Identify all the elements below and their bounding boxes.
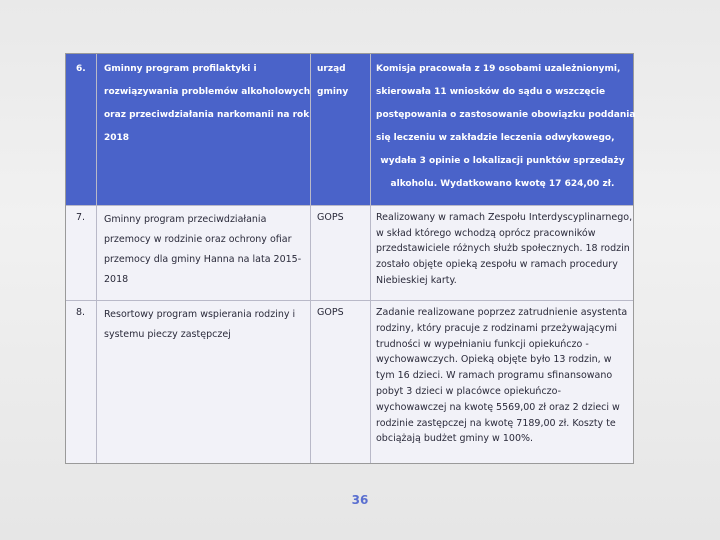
description-line: skierowała 11 wniosków do sądu o wszczęcie [376,87,606,97]
institution-line: urząd [317,64,346,74]
program-line: rozwiązywania problemów alkoholowych [104,87,311,97]
row-number-text: 8. [76,307,86,318]
row-number [66,206,97,301]
program-line: przemocy w rodzinie oraz ochrony ofiar [104,234,292,245]
program-name-cell [97,54,311,206]
row-number-text: 6. [76,64,86,74]
institution-line: GOPS [317,307,344,318]
description-cell [371,54,636,206]
description-line: przedstawiciele różnych służb społecznych. 18 rodzin [376,243,630,255]
program-line: Gminny program profilaktyki i [104,64,257,74]
institution-line: gminy [317,87,349,97]
program-line: oraz przeciwdziałania narkomanii na rok [104,110,310,120]
description-line: pobyt 3 dzieci w placówce opiekuńczo- [376,385,562,397]
institution-cell [311,54,371,206]
description-line: tym 16 dzieci. W ramach programu sfinansowano [376,370,613,382]
description-line: zostało objęte opieką zespołu w ramach procedury [376,259,618,271]
program-line: 2018 [104,274,129,285]
description-line: wychowawczej na kwotę 5569,00 zł oraz 2 dzieci w [376,401,620,413]
page-number: 36 [351,493,369,507]
program-line: przemocy dla gminy Hanna na lata 2015- [104,254,302,265]
description-line: alkoholu. Wydatkowano kwotę 17 624,00 zł. [390,179,615,189]
institution-line: GOPS [317,212,344,223]
description-line: się leczeniu w zakładzie leczenia odwykowego, [376,133,615,143]
description-cell [371,206,633,301]
description-line: Niebieskiej karty. [376,274,457,286]
institution-cell [311,301,371,463]
program-name-cell [97,301,311,463]
description-line: trudności w wypełnianiu funkcji opiekuńczo - [376,338,589,350]
description-line: rodziny, który pracuje z rodzinami przeżywającymi [376,322,618,334]
description-line: postępowania o zastosowanie obowiązku poddania [376,110,636,120]
row-number-text: 7. [76,212,86,223]
description-line: obciążają budżet gminy w 100%. [376,433,534,445]
row-number [66,301,97,463]
description-line: rodzinie zastępczej na kwotę 7189,00 zł. Koszty te [376,417,616,429]
program-line: systemu pieczy zastępczej [104,329,231,340]
program-name-cell [97,206,311,301]
description-line: Zadanie realizowane poprzez zatrudnienie asystenta [376,307,628,318]
program-line: Resortowy program wspierania rodziny i [104,309,296,320]
description-line: w skład którego wchodzą oprócz pracowników [376,227,596,239]
description-cell [371,301,633,463]
row-number [66,54,97,206]
description-line: Komisja pracowała z 19 osobami uzależnionymi, [376,64,621,74]
description-line: Realizowany w ramach Zespołu Interdyscyplinarnego, [376,212,633,223]
program-line: Gminny program przeciwdziałania [104,214,267,225]
institution-cell [311,206,371,301]
programs-table [65,53,634,464]
program-line: 2018 [104,133,130,143]
description-line: wydała 3 opinie o lokalizacji punktów sprzedaży [380,156,625,166]
description-line: wychowawczych. Opieką objęte było 13 rodzin, w [376,354,612,366]
